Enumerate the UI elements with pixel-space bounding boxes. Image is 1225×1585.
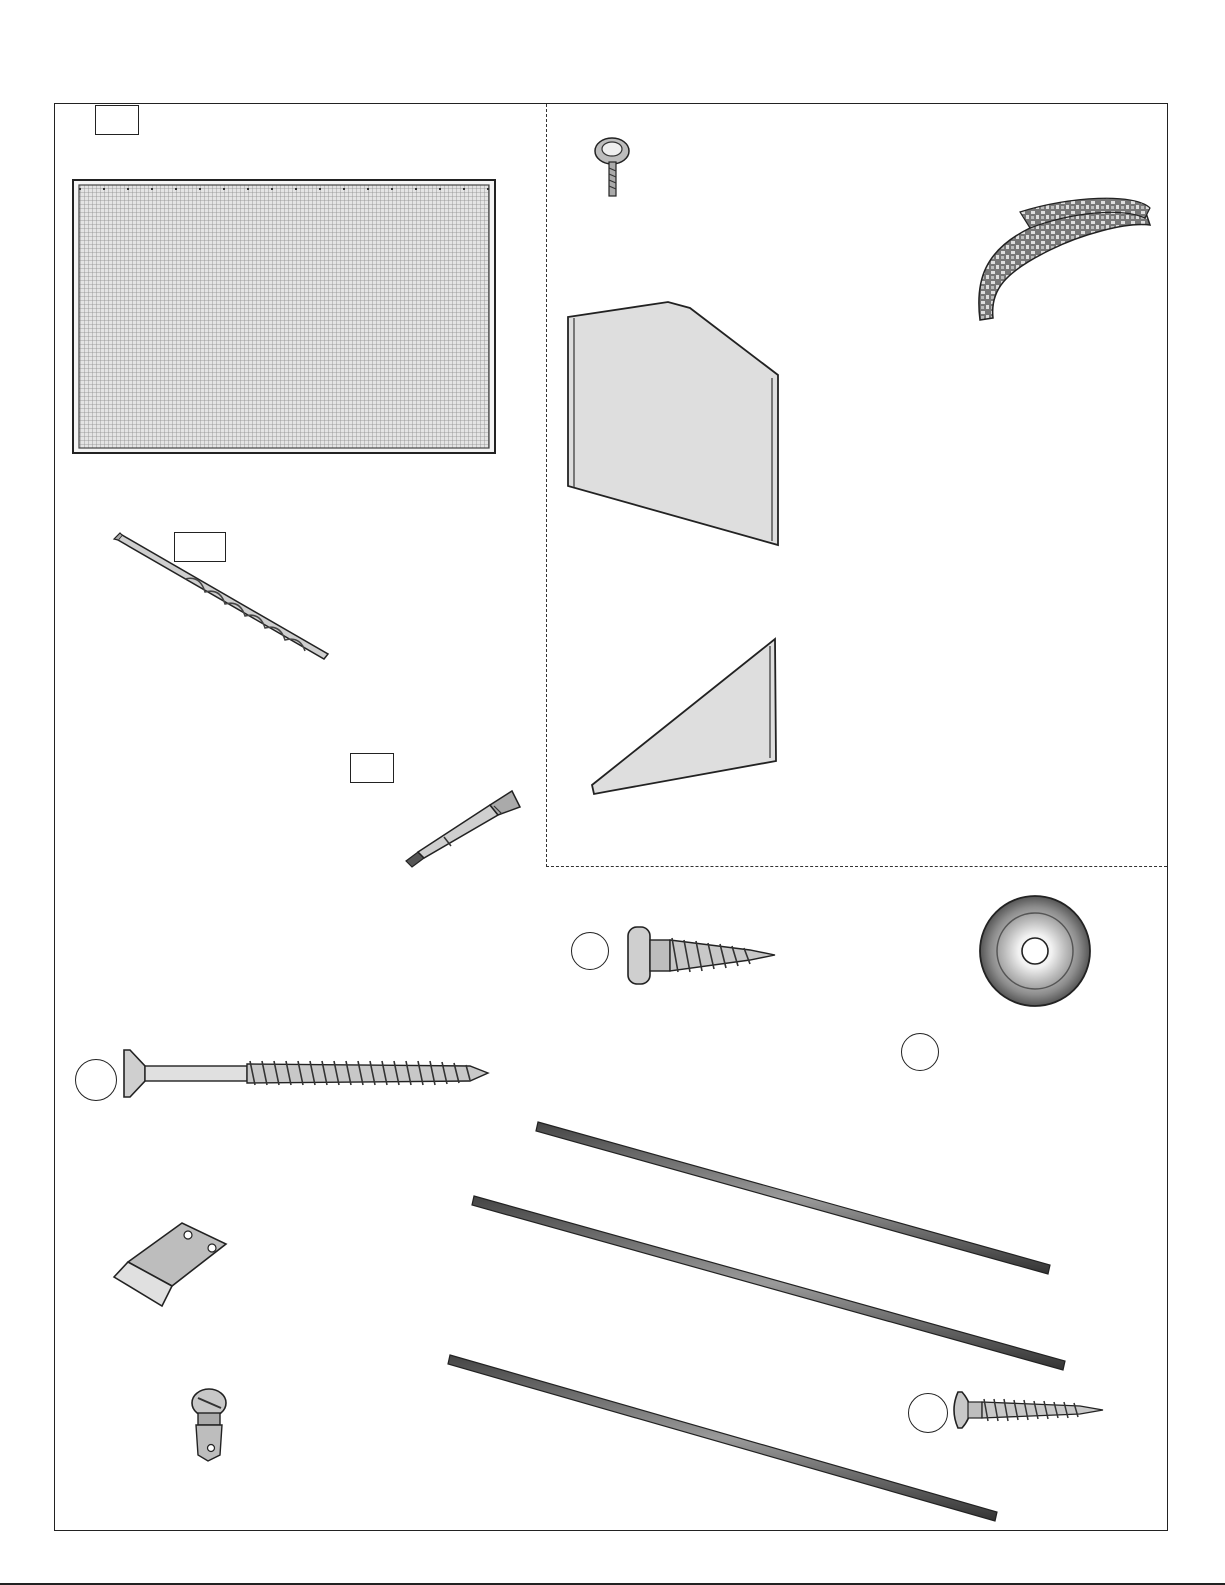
rod-2 — [472, 1196, 1065, 1370]
driver-bit — [406, 791, 520, 867]
grommet-screw — [595, 138, 629, 196]
bent-bracket — [114, 1223, 226, 1306]
quarter-turn-fastener — [192, 1389, 226, 1461]
truss-head-screw — [954, 1392, 1103, 1428]
rod-1 — [536, 1122, 1050, 1274]
mesh-screen-panel — [73, 180, 495, 453]
triangular-gusset — [592, 639, 776, 794]
large-side-panel — [568, 302, 778, 545]
rod-3 — [448, 1355, 997, 1521]
washer — [980, 896, 1090, 1006]
pan-head-screw — [628, 927, 775, 984]
braided-strap — [979, 198, 1150, 320]
lag-screw — [124, 1050, 488, 1097]
drill-bit — [114, 533, 328, 659]
